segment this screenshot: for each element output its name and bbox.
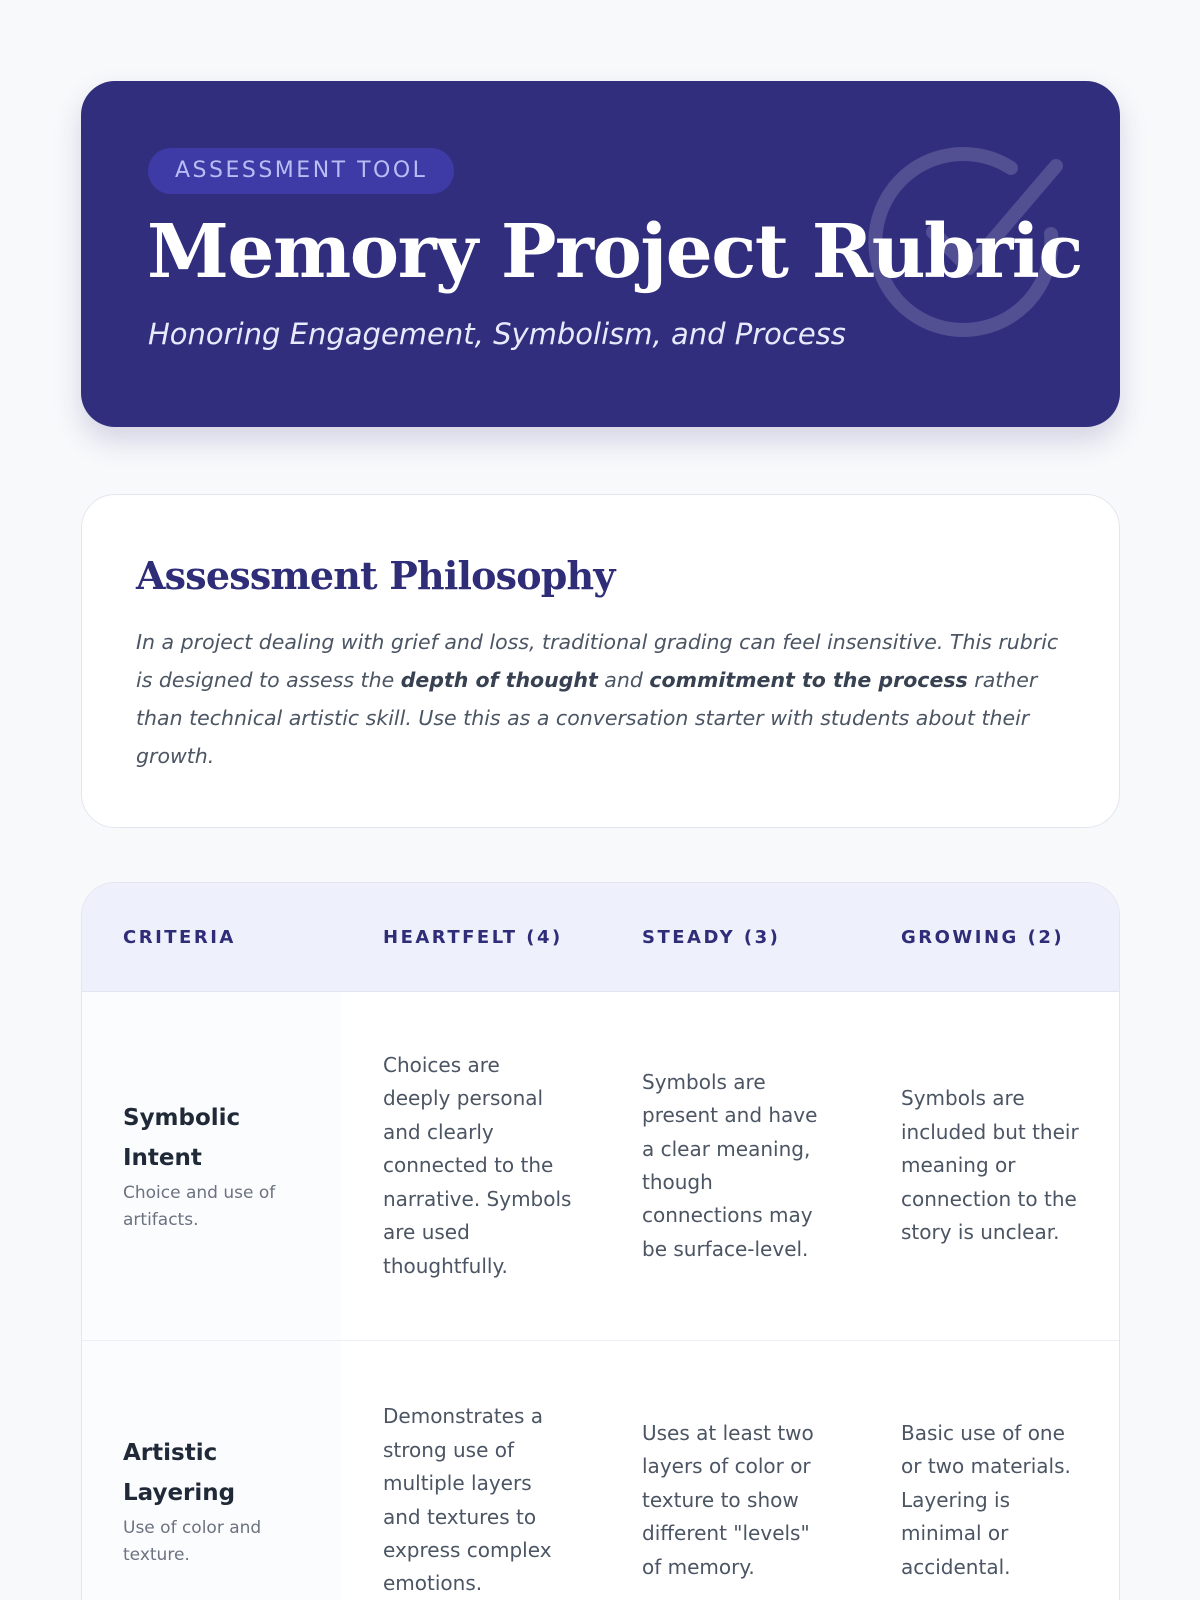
- philosophy-text-part: rather than technical artistic skill. Use this as a conversation starter with students about their growth.: [136, 668, 1038, 768]
- criteria-cell: [123, 992, 323, 1340]
- criterion-description: Use of color and texture.: [123, 1517, 262, 1565]
- growing-cell: [901, 992, 1091, 1340]
- heartfelt-cell: [383, 1341, 573, 1600]
- rubric-table: [81, 882, 1120, 1600]
- emphasis-depth: depth of thought: [400, 668, 598, 692]
- emphasis-commitment: commitment to the process: [649, 668, 968, 692]
- heartfelt-description: Demonstrates a strong use of multiple layers and textures to express complex emotions.: [383, 1404, 552, 1596]
- table-row: [82, 1341, 1119, 1600]
- column-header-steady: STEADY (3): [642, 927, 781, 948]
- steady-cell: [642, 1341, 832, 1600]
- category-badge: ASSESSMENT TOOL: [148, 148, 454, 194]
- page-title: Memory Project Rubric: [147, 209, 1082, 295]
- criterion-name: Artistic Layering: [123, 1439, 236, 1506]
- table-header: [82, 883, 1119, 992]
- growing-description: Symbols are included but their meaning or connection to the story is unclear.: [901, 1086, 1079, 1245]
- philosophy-text-part: In a project dealing with grief and loss, traditional grading can feel insensitive. This rubric is designed to assess the: [136, 630, 1059, 692]
- steady-cell: [642, 992, 832, 1340]
- table-row: [82, 992, 1119, 1341]
- page-subtitle: Honoring Engagement, Symbolism, and Process: [148, 317, 846, 351]
- steady-description: Symbols are present and have a clear meaning, though connections may be surface-level.: [642, 1069, 818, 1261]
- philosophy-heading: Assessment Philosophy: [136, 553, 615, 598]
- column-header-growing: GROWING (2): [901, 927, 1065, 948]
- philosophy-paragraph: [136, 623, 1076, 775]
- growing-cell: [901, 1341, 1091, 1600]
- header-banner: [81, 81, 1120, 427]
- heartfelt-cell: [383, 992, 573, 1340]
- steady-description: Uses at least two layers of color or texture to show different "levels" of memory.: [642, 1420, 814, 1579]
- column-header-heartfelt: HEARTFELT (4): [383, 927, 563, 948]
- criteria-cell: [123, 1341, 323, 1600]
- philosophy-card: [81, 494, 1120, 828]
- philosophy-text-part: and: [597, 668, 650, 692]
- criterion-description: Choice and use of artifacts.: [123, 1183, 276, 1230]
- heartfelt-description: Choices are deeply personal and clearly connected to the narrative. Symbols are used thoughtfully.: [383, 1053, 572, 1278]
- column-header-criteria: CRITERIA: [123, 927, 236, 948]
- growing-description: Basic use of one or two materials. Layering is minimal or accidental.: [901, 1420, 1071, 1579]
- criterion-name: Symbolic Intent: [123, 1105, 241, 1171]
